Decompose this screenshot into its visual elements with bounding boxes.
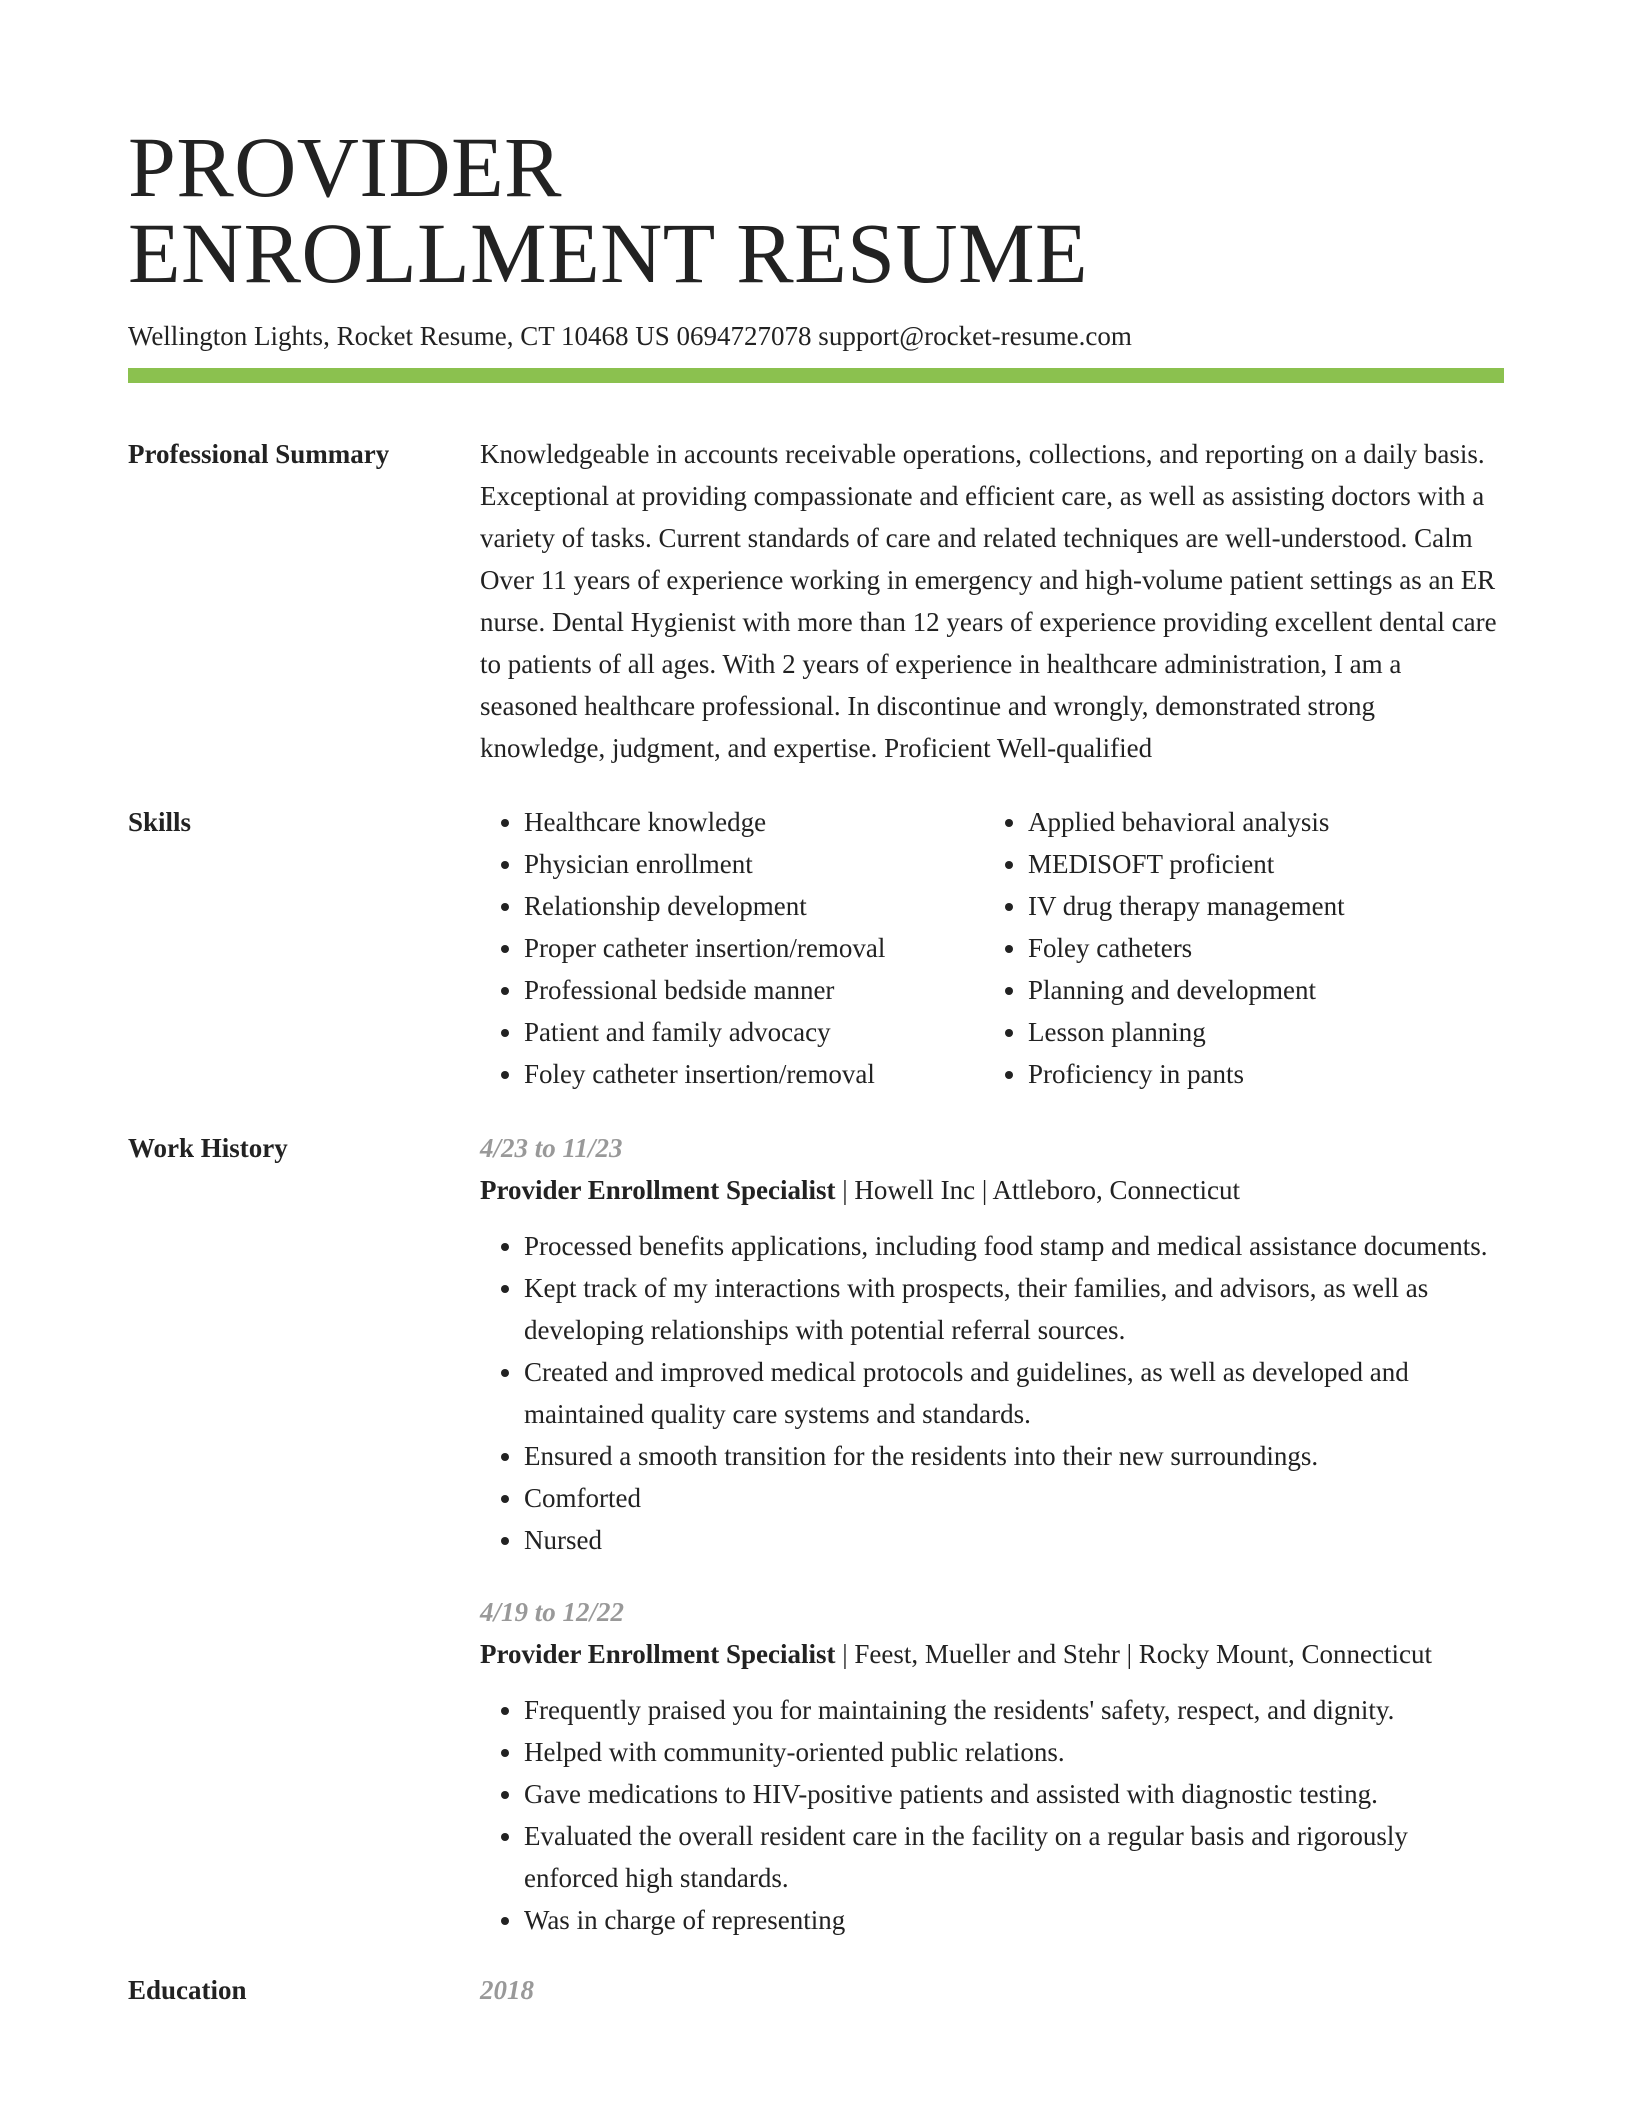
job-dates: 4/19 to 12/22 [480,1597,625,1627]
resume-title [128,119,1504,301]
job-entry [480,1127,1504,1561]
job-bullet: • Kept track of my interactions with prospects, their families, and advisors, as well as developing relationships with potential referral sources. [524,1267,1504,1351]
job-bullet: • Processed benefits applications, including food stamp and medical assistance documents. [524,1225,1504,1267]
section-label-work: Work History [128,1133,288,1163]
professional-summary-section [128,433,1504,769]
summary-text: Knowledgeable in accounts receivable operations, collections, and reporting on a daily basis. Exceptional at providing compassionate and efficient care, as well as assisting doctors with a variety of tasks. Current standards of care and related techniques are well-understood. Calm Over 11 years of experience working in emergency and high-volume patient settings as an ER nurse. Dental Hygienist with more than 12 years of experience providing excellent dental care to patients of all ages. With 2 years of experience in healthcare administration, I am a seasoned healthcare professional. In discontinue and wrongly, demonstrated strong knowledge, judgment, and expertise. Proficient Well-qualified [480,439,1497,763]
education-body [480,1969,1504,2011]
skills-section [128,801,1504,1095]
work-body [480,1127,1504,1941]
job-bullet: • Ensured a smooth transition for the residents into their new surroundings. [524,1435,1504,1477]
job-title: Provider Enrollment Specialist [480,1639,836,1669]
education-dates: 2018 [480,1975,534,2005]
skill-item: • Healthcare knowledge [524,801,984,843]
job-bullet: • Helped with community-oriented public relations. [524,1731,1504,1773]
skills-column-1 [480,801,984,1095]
education-section [128,1969,1504,2011]
work-history-section [128,1127,1504,1941]
job-entry [480,1591,1504,1941]
skill-item: • MEDISOFT proficient [1028,843,1488,885]
accent-divider [128,368,1504,383]
skill-item: • Foley catheters [1028,927,1488,969]
job-bullet: • Gave medications to HIV-positive patients and assisted with diagnostic testing. [524,1773,1504,1815]
job-bullets [480,1225,1504,1561]
skill-item: • Patient and family advocacy [524,1011,984,1053]
skills-grid [480,801,1504,1095]
job-bullets [480,1689,1504,1941]
job-title: Provider Enrollment Specialist [480,1175,836,1205]
skill-item: • Lesson planning [1028,1011,1488,1053]
skill-item: • Applied behavioral analysis [1028,801,1488,843]
contact-info: Wellington Lights, Rocket Resume, CT 10468 US 0694727078 support@rocket-resume.com [128,321,1132,351]
job-bullet: • Frequently praised you for maintaining the residents' safety, respect, and dignity. [524,1689,1504,1731]
job-bullet: • Evaluated the overall resident care in the facility on a regular basis and rigorously enforced high standards. [524,1815,1504,1899]
skill-item: • IV drug therapy management [1028,885,1488,927]
job-bullet: • Was in charge of representing [524,1899,1504,1941]
job-heading [480,1633,1504,1675]
job-bullet: • Comforted [524,1477,1504,1519]
job-employer-location: | Howell Inc | Attleboro, Connecticut [835,1175,1240,1205]
skill-item: • Professional bedside manner [524,969,984,1011]
skill-item: • Foley catheter insertion/removal [524,1053,984,1095]
job-bullet: • Nursed [524,1519,1504,1561]
section-label-summary: Professional Summary [128,439,390,469]
skill-item: • Planning and development [1028,969,1488,1011]
skill-item: • Physician enrollment [524,843,984,885]
section-label-skills: Skills [128,807,192,837]
resume-page [128,119,1504,2011]
section-label-education: Education [128,1975,247,2005]
job-employer-location: | Feest, Mueller and Stehr | Rocky Mount, Connecticut [835,1639,1432,1669]
title-line-2: ENROLLMENT RESUME [128,205,1089,301]
skill-item: • Proficiency in pants [1028,1053,1488,1095]
summary-body [480,433,1504,769]
skill-item: • Proper catheter insertion/removal [524,927,984,969]
job-bullet: • Created and improved medical protocols and guidelines, as well as developed and maintained quality care systems and standards. [524,1351,1504,1435]
skill-item: • Relationship development [524,885,984,927]
title-line-1: PROVIDER [128,119,563,215]
job-heading [480,1169,1504,1211]
skills-column-2 [984,801,1488,1095]
job-dates: 4/23 to 11/23 [480,1133,623,1163]
skills-body [480,801,1504,1095]
